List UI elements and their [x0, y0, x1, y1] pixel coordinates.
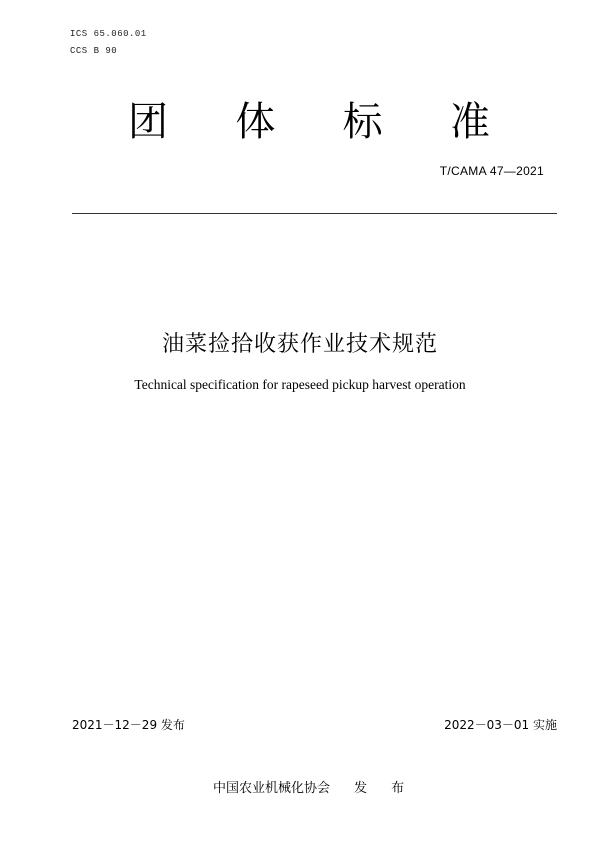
standard-type-char: 团 [128, 99, 168, 145]
standard-number: T/CAMA 47—2021 [439, 164, 544, 178]
standard-type-char: 标 [342, 99, 383, 145]
publish-date: 2021－12－29 发布 [72, 718, 185, 732]
publisher-name: 中国农业机械化协会 [213, 781, 331, 796]
implement-date: 2022－03－01 实施 [444, 718, 557, 732]
publisher-line [213, 777, 414, 796]
document-title-en: Technical specification for rapeseed pickup harvest operation [134, 377, 466, 392]
document-title-cn: 油菜捡拾收获作业技术规范 [161, 332, 438, 357]
ccs-code: CCS B 90 [70, 46, 118, 56]
standard-type-heading [128, 96, 490, 148]
header-divider [72, 213, 557, 214]
publisher-action: 发 布 [354, 781, 415, 796]
standard-type-char: 准 [449, 99, 490, 145]
ics-code: ICS 65.060.01 [70, 29, 147, 39]
standard-type-char: 体 [235, 99, 276, 145]
